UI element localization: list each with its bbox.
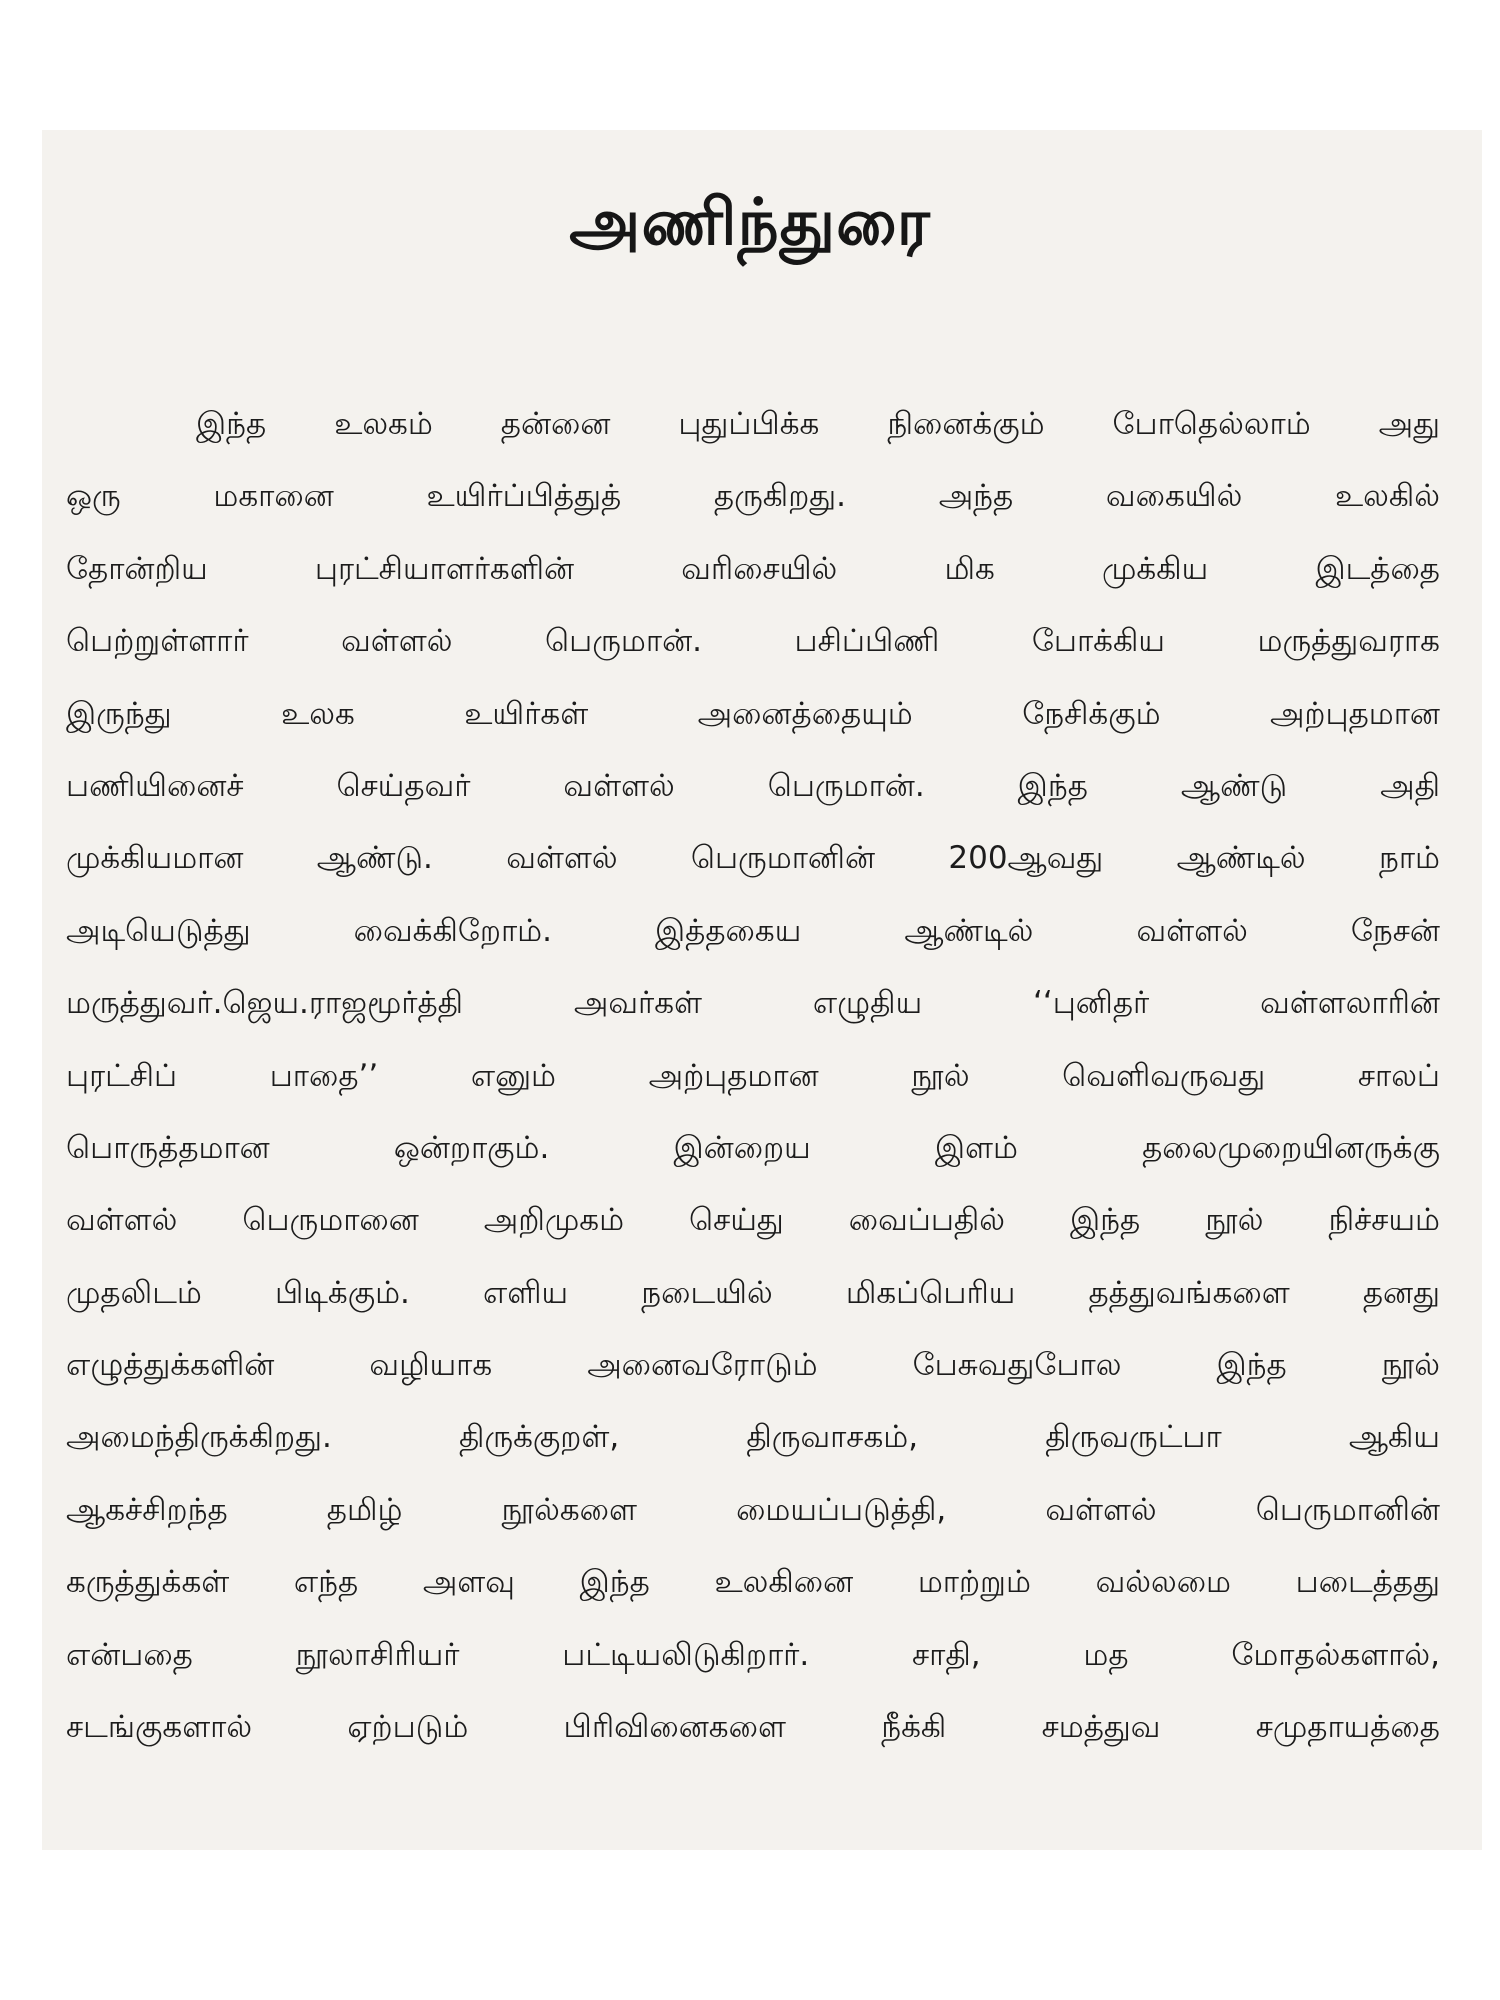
text-line: ஆகச்சிறந்த தமிழ் நூல்களை மையப்படுத்தி, வள்ளல் பெருமானின் xyxy=(66,1491,1440,1528)
text-line: அமைந்திருக்கிறது. திருக்குறள், திருவாசகம், திருவருட்பா ஆகிய xyxy=(66,1419,1440,1456)
text-line: பெற்றுள்ளார் வள்ளல் பெருமான். பசிப்பிணி போக்கிய மருத்துவராக xyxy=(66,623,1440,660)
body-paragraph xyxy=(66,388,1440,1763)
text-line: என்பதை நூலாசிரியர் பட்டியலிடுகிறார். சாதி, மத மோதல்களால், xyxy=(66,1636,1440,1673)
text-line: கருத்துக்கள் எந்த அளவு இந்த உலகினை மாற்றும் வல்லமை படைத்தது xyxy=(66,1564,1440,1601)
text-line: சடங்குகளால் ஏற்படும் பிரிவினைகளை நீக்கி சமத்துவ சமுதாயத்தை xyxy=(66,1709,1440,1746)
text-line: முக்கியமான ஆண்டு. வள்ளல் பெருமானின் 200ஆவது ஆண்டில் நாம் xyxy=(66,840,1440,877)
text-line: வள்ளல் பெருமானை அறிமுகம் செய்து வைப்பதில் இந்த நூல் நிச்சயம் xyxy=(66,1202,1440,1239)
text-line: பொருத்தமான ஒன்றாகும். இன்றைய இளம் தலைமுறையினருக்கு xyxy=(66,1129,1440,1166)
text-line: இந்த உலகம் தன்னை புதுப்பிக்க நினைக்கும் போதெல்லாம் அது xyxy=(196,406,1440,442)
text-line: பணியினைச் செய்தவர் வள்ளல் பெருமான். இந்த ஆண்டு அதி xyxy=(66,767,1440,804)
text-line: ஒரு மகானை உயிர்ப்பித்துத் தருகிறது. அந்த வகையில் உலகில் xyxy=(66,478,1440,515)
page-title: அணிந்துரை xyxy=(569,186,931,260)
text-line: எழுத்துக்களின் வழியாக அனைவரோடும் பேசுவதுபோல இந்த நூல் xyxy=(66,1347,1440,1384)
text-line: மருத்துவர்.ஜெய.ராஜமூர்த்தி அவர்கள் எழுதிய ‘‘புனிதர் வள்ளலாரின் xyxy=(66,985,1440,1022)
text-line: புரட்சிப் பாதை’’ எனும் அற்புதமான நூல் வெளிவருவது சாலப் xyxy=(66,1057,1440,1094)
text-line: இருந்து உலக உயிர்கள் அனைத்தையும் நேசிக்கும் அற்புதமான xyxy=(66,695,1440,732)
text-line: தோன்றிய புரட்சியாளர்களின் வரிசையில் மிக முக்கிய இடத்தை xyxy=(66,550,1440,587)
text-line: அடியெடுத்து வைக்கிறோம். இத்தகைய ஆண்டில் வள்ளல் நேசன் xyxy=(66,912,1440,949)
text-line: முதலிடம் பிடிக்கும். எளிய நடையில் மிகப்பெரிய தத்துவங்களை தனது xyxy=(66,1274,1440,1311)
